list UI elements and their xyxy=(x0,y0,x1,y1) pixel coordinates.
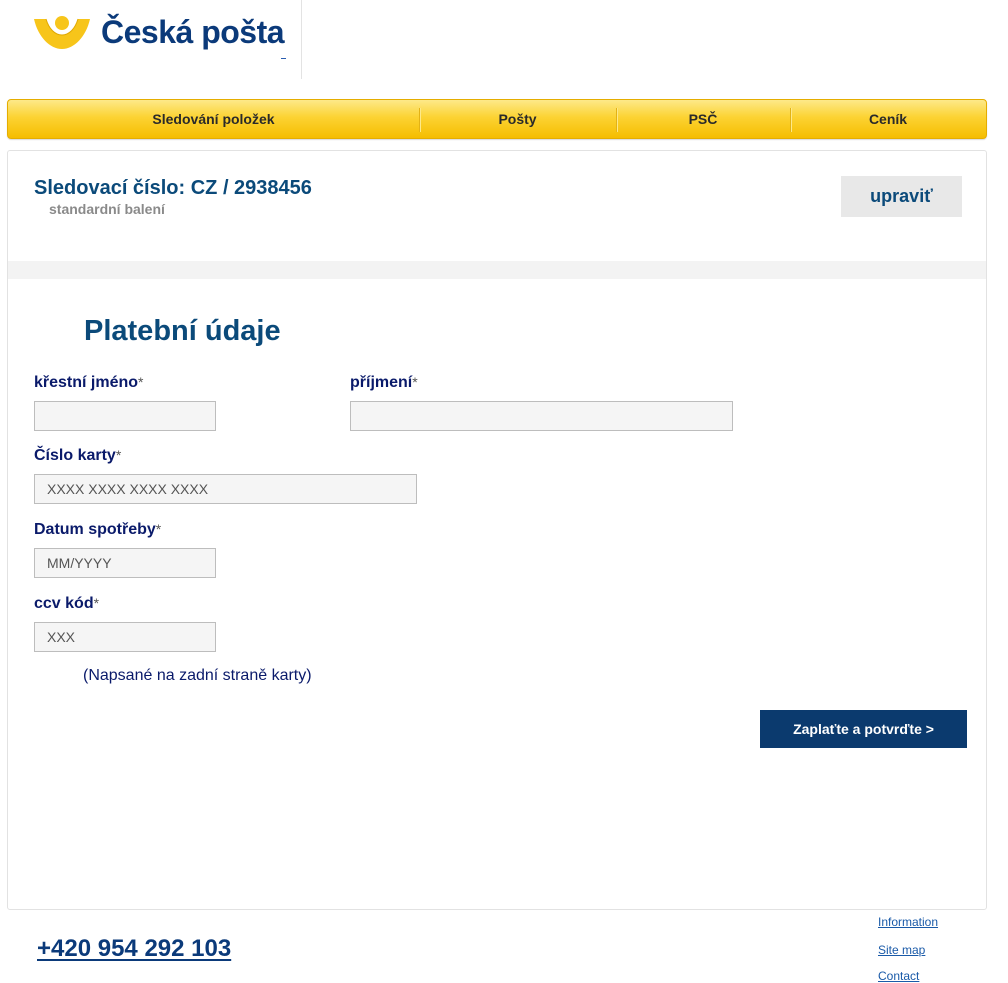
nav-item-tracking[interactable]: Sledování položek xyxy=(152,111,275,127)
packaging-type: standardní balení xyxy=(49,201,165,217)
nav-item-psc[interactable]: PSČ xyxy=(688,111,718,127)
card-number-label: Číslo karty* xyxy=(34,447,122,464)
required-mark: * xyxy=(93,595,100,611)
last-name-input[interactable] xyxy=(350,401,733,431)
ceska-posta-logo[interactable] xyxy=(32,14,284,51)
section-title: Platební údaje xyxy=(84,315,281,347)
expiry-input[interactable] xyxy=(34,548,216,578)
last-name-label: příjmení* xyxy=(350,374,418,391)
required-mark: * xyxy=(138,374,144,390)
required-mark: * xyxy=(412,374,418,390)
footer-link-site-map[interactable]: Site map xyxy=(878,943,926,957)
footer-link-contact[interactable]: Contact xyxy=(878,969,920,983)
section-divider xyxy=(8,261,986,279)
cvv-input[interactable] xyxy=(34,622,216,652)
logo-text: Česká pošta xyxy=(101,14,285,50)
pay-confirm-button[interactable]: Zaplaťte a potvrďte > xyxy=(760,710,967,748)
header-divider xyxy=(301,0,302,79)
footer-link-information[interactable]: Information xyxy=(878,915,939,929)
card-number-input[interactable] xyxy=(34,474,417,504)
payment-card xyxy=(7,150,987,910)
first-name-label: křestní jméno* xyxy=(34,374,144,391)
nav-item-posts[interactable]: Pošty xyxy=(498,111,537,127)
required-mark: * xyxy=(115,447,122,463)
required-mark: * xyxy=(155,521,162,537)
main-nav xyxy=(7,99,987,139)
edit-button[interactable]: upraviť xyxy=(841,176,962,217)
cvv-hint: (Napsané na zadní straně karty) xyxy=(83,667,312,684)
phone-link[interactable]: +420 954 292 103 xyxy=(37,935,232,962)
tracking-number: Sledovací číslo: CZ / 2938456 xyxy=(34,177,312,199)
cvv-label: ccv kód* xyxy=(34,595,100,612)
nav-item-pricing[interactable]: Ceník xyxy=(868,111,908,127)
expiry-label: Datum spotřeby* xyxy=(34,521,162,538)
posthorn-icon xyxy=(32,15,92,51)
header-link[interactable] xyxy=(281,58,286,59)
first-name-input[interactable] xyxy=(34,401,216,431)
